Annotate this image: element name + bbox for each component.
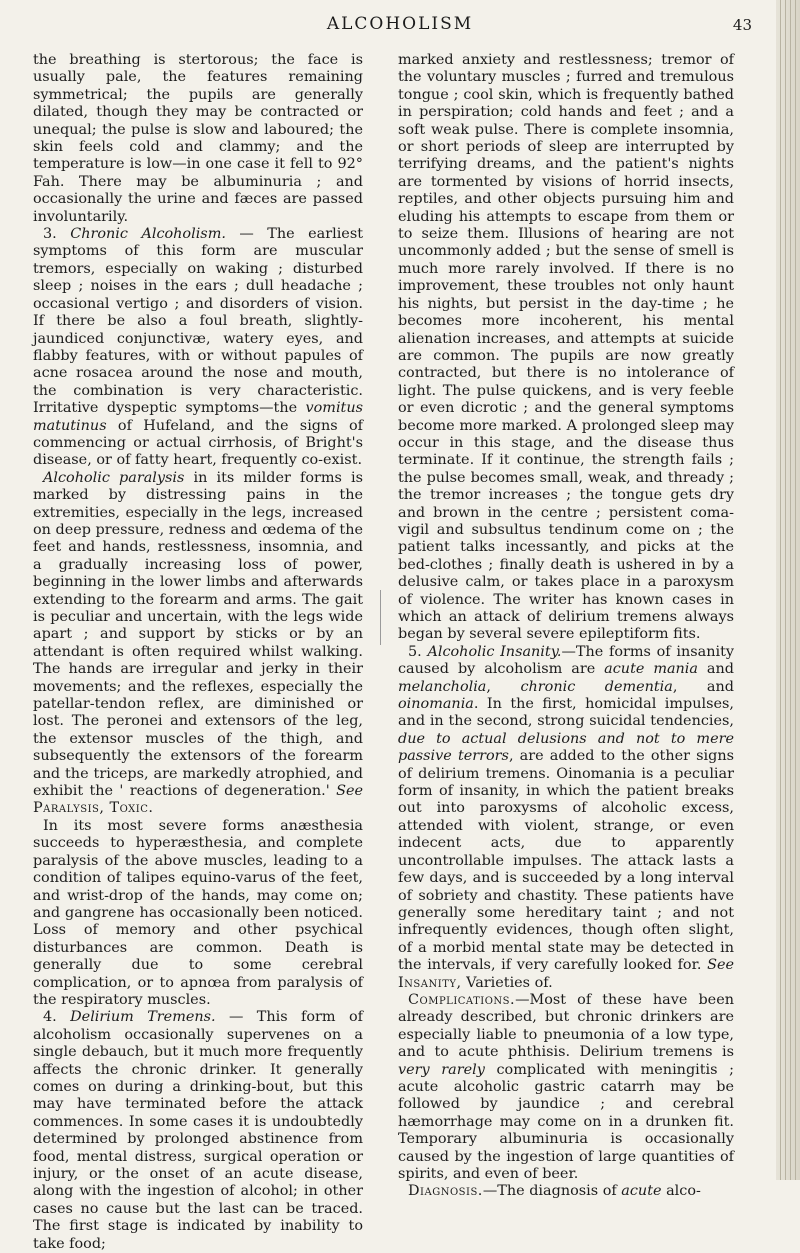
emphasis-text: very rarely	[398, 1061, 485, 1078]
paragraph-text: — This form of alcoholism occasionally supervenes on a single debauch, but it much more frequently affects the chronic drinker. It generally comes on during a drinking-bout, but this may have terminated before the attack commences. In some cases it is undoubtedly determined by prolonged abstinence from food, mental distress, surgical operation or injury, or the onset of an acute disease, along with the ingestion of alcohol; in other cases no cause but the last can be traced. The first stage is indicated by inability to take food;	[33, 1009, 363, 1252]
paragraph-text: . In the first, homicidal impulses, and in the second, strong suicidal tendencies,	[398, 696, 734, 730]
paragraph-text: the breathing is stertorous; the face is usually pale, the features remaining symmetrical; the pupils are generally dilated, though they may be contracted or unequal; the pulse is slow and laboured; the skin feels cold and clammy; and the temperature is low—in one case it fell to 92° Fah. There may be albuminuria ; and occasionally the urine and fæces are passed involuntarily.	[33, 52, 363, 225]
term-acute-mania: acute mania	[604, 661, 698, 678]
heading-diagnosis: Diagnosis.	[408, 1183, 483, 1200]
see-word: See	[336, 783, 363, 800]
paragraph-diagnosis	[398, 1183, 734, 1200]
emphasis-text: due to actual delusions and not to mere passive terrors	[398, 730, 734, 765]
paragraph-delirium-continued	[398, 52, 734, 644]
paragraph-text: In its most severe forms anæsthesia succeeds to hyperæsthesia, and complete paralysis of the above muscles, leading to a condition of talipes equino-varus of the feet, and wrist-drop of the hands, may come on; and gangrene has occasionally been noticed. Loss of memory and other psychical disturbances are common. Death is generally due to some cerebral complication, or to apnœa from paralysis of the respiratory muscles.	[33, 817, 363, 1008]
cross-reference-tail: Varieties of.	[461, 974, 553, 991]
paragraph-alcoholic-insanity	[398, 644, 734, 992]
paragraph-delirium-tremens	[33, 1009, 363, 1253]
connector-text: , and	[672, 678, 734, 695]
cross-reference[interactable]: Insanity,	[398, 974, 462, 991]
paragraph-text: —The diagnosis of	[482, 1183, 622, 1200]
paragraph-text: marked anxiety and restlessness; tremor of the voluntary muscles ; furred and tremulous tongue ; cool skin, which is frequently bathed in perspiration; cold hands and feet ; and a soft weak pulse. There is complete insomnia, or short periods of sleep are interrupted by terrifying dreams, and the patient's nights are tormented by visions of horrid insects, reptiles, and other objects pursuing him and eluding his attempts to escape from them or to seize them. Illusions of hearing are not uncommonly added ; but the sense of smell is much more rarely involved. If there is no improvement, these troubles not only haunt his nights, but persist in the day-time ; he becomes more incoherent, his mental alienation increases, and attempts at suicide are common. The pupils are now greatly contracted, but there is no intolerance of light. The pulse quickens, and is very feeble or even dicrotic ; and the general symptoms become more marked. A prolonged sleep may occur in this stage, and the disease thus terminate. If it continue, the strength fails ; the pulse becomes small, weak, and thready ; the tremor increases ; the tongue gets dry and brown in the centre ; persistent coma-vigil and subsultus tendinum come on ; the patient talks incessantly, and picks at the bed-clothes ; finally death is ushered in by a delusive calm, or takes place in a paroxysm of violence. The writer has known cases in which an attack of delirium tremens always began by several severe epileptiform fits.	[398, 52, 734, 643]
term-oinomania: oinomania	[398, 696, 474, 713]
page-edge-line	[790, 0, 791, 1180]
paragraph-text: of Hufeland, and the signs of commencing or actual cirrhosis, of Bright's disease, or of fatty heart, frequently co-exist.	[33, 417, 363, 469]
latin-term: vomitus matutinus	[33, 400, 363, 434]
section-title: Alcoholic Insanity.	[427, 643, 562, 660]
book-edge	[776, 0, 800, 1180]
term-melancholia: melancholia	[398, 678, 487, 695]
paragraph-text: — The earliest symptoms of this form are muscular tremors, especially on waking ; disturbed sleep ; noises in the ears ; dull headache ; occasional vertigo ; and disorders of vision. If there be also a foul breath, slightly-jaundiced conjunctivæ, watery eyes, and flabby features, with or without papules of acne rosacea around the nose and mouth, the combination is very characteristic. Irritative dyspeptic symptoms—the	[33, 226, 363, 417]
paragraph-text: alco-	[661, 1183, 701, 1200]
paragraph-severe-forms	[33, 818, 363, 1009]
see-word: See	[707, 957, 734, 974]
heading-complications: Complications.	[408, 991, 516, 1008]
connector-text: and	[698, 661, 734, 678]
paragraph-acute-continued	[33, 52, 363, 226]
page-number: 43	[732, 16, 752, 34]
section-number: 3.	[43, 226, 71, 243]
page-edge-line	[785, 0, 786, 1180]
section-title: Chronic Alcoholism.	[70, 226, 226, 243]
cross-reference[interactable]: Paralysis, Toxic.	[33, 800, 154, 817]
section-number: 5.	[408, 643, 428, 660]
page-title: ALCOHOLISM	[326, 14, 474, 34]
right-column	[398, 52, 734, 1201]
paragraph-alcoholic-paralysis	[33, 470, 363, 818]
subsection-title: Alcoholic paralysis	[43, 469, 185, 486]
paragraph-text: —The forms of insanity caused by alcoholism are	[398, 643, 734, 678]
paragraph-chronic-alcoholism	[33, 226, 363, 470]
page-edge-line	[780, 0, 781, 1180]
section-number: 4.	[43, 1009, 71, 1026]
connector-text: ,	[486, 678, 521, 695]
running-head	[0, 8, 800, 42]
paragraph-text: , are added to the other signs of delirium tremens. Oinomania is a peculiar form of insanity, in which the patient breaks out into paroxysms of alcoholic excess, attended with violent, strange, or even indecent acts, due to apparently uncontrollable impulses. The attack lasts a few days, and is succeeded by a long interval of sobriety and chastity. These patients have generally some hereditary taint ; and not infrequently evidences, though often slight, of a morbid mental state may be detected in the intervals, if very carefully looked for.	[398, 748, 734, 974]
paragraph-text: in its milder forms is marked by distressing pains in the extremities, especially in the legs, increased on deep pressure, redness and œdema of the feet and hands, restlessness, insomnia, and a gradually increasing loss of power, beginning in the lower limbs and afterwards extending to the forearm and arms. The gait is peculiar and uncertain, with the legs wide apart ; and support by sticks or by an attendant is often required whilst walking. The hands are irregular and jerky in their movements; and the reflexes, especially the patellar-tendon reflex, are diminished or lost. The peronei and extensors of the leg, the extensor muscles of the thigh, and subsequently the extensors of the forearm and the triceps, are markedly atrophied, and exhibit the ' reactions of degeneration.'	[33, 469, 363, 800]
paragraph-complications	[398, 992, 734, 1183]
left-column	[33, 52, 363, 1253]
paragraph-text: complicated with meningitis ; acute alcoholic gastric catarrh may be followed by jaundice ; and cerebral hæmorrhage may come on in a drunken fit. Temporary albuminuria is occasionally caused by the ingestion of large quantities of spirits, and even of beer.	[398, 1061, 734, 1182]
column-rule	[380, 590, 381, 645]
term-chronic-dementia: chronic dementia	[520, 678, 673, 695]
page-edge-line	[795, 0, 796, 1180]
emphasis-text: acute	[621, 1183, 662, 1200]
paragraph-text: —Most of these have been already described, but chronic drinkers are especially liable to pneumonia of a low type, and to acute phthisis. Delirium tremens is	[398, 991, 734, 1061]
section-title: Delirium Tremens.	[70, 1009, 216, 1026]
